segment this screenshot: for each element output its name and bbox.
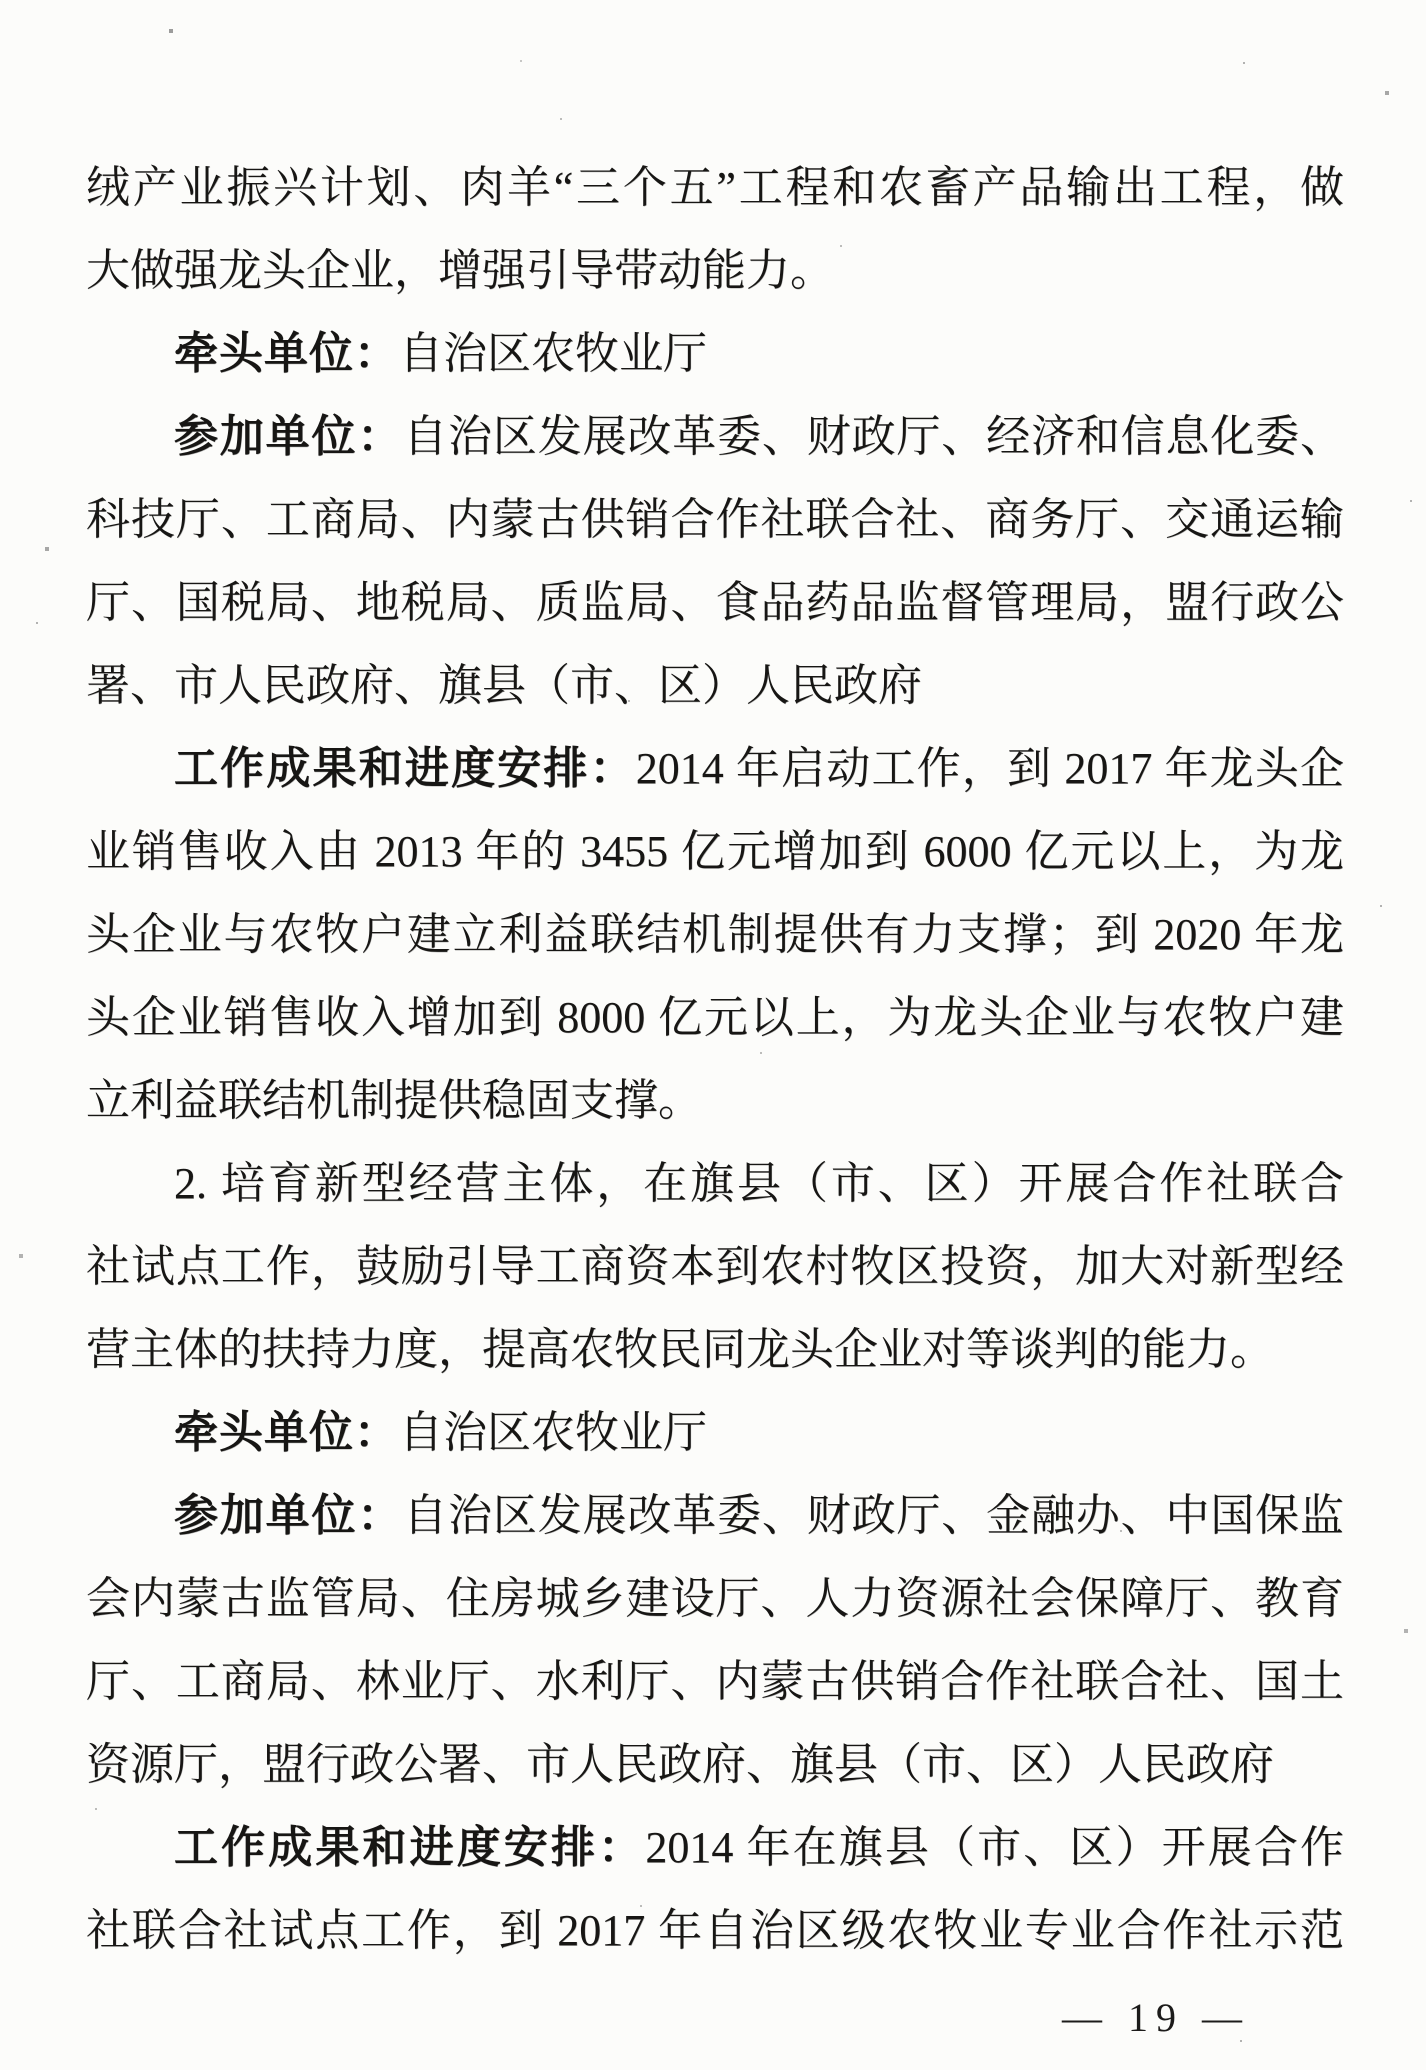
text-line: 参加单位：自治区发展改革委、财政厅、经济和信息化委、 (174, 412, 1345, 461)
page-number: — 19 — (1062, 1995, 1250, 2040)
text-line: 厅、国税局、地税局、质监局、食品药品监督管理局，盟行政公 (86, 578, 1344, 627)
line-bold-label: 参加单位： (174, 1491, 404, 1540)
line-bold-label: 工作成果和进度安排： (174, 1823, 646, 1872)
text-line: 资源厅，盟行政公署、市人民政府、旗县（市、区）人民政府 (86, 1740, 1274, 1789)
document-body (86, 146, 1344, 1972)
line-bold-label: 参加单位： (174, 412, 404, 461)
text-line: 业销售收入由 2013 年的 3455 亿元增加到 6000 亿元以上，为龙 (86, 827, 1344, 876)
text-line: 厅、工商局、林业厅、水利厅、内蒙古供销合作社联合社、国土 (86, 1657, 1344, 1706)
text-line: 署、市人民政府、旗县（市、区）人民政府 (86, 661, 922, 710)
text-line: 2. 培育新型经营主体，在旗县（市、区）开展合作社联合 (174, 1159, 1344, 1208)
text-line: 工作成果和进度安排：2014 年启动工作，到 2017 年龙头企 (174, 744, 1345, 793)
text-line: 社联合社试点工作，到 2017 年自治区级农牧业专业合作社示范 (86, 1906, 1344, 1955)
text-line: 科技厅、工商局、内蒙古供销合作社联合社、商务厅、交通运输 (86, 495, 1344, 544)
text-line: 大做强龙头企业，增强引导带动能力。 (86, 246, 834, 295)
text-line: 社试点工作，鼓励引导工商资本到农村牧区投资，加大对新型经 (86, 1242, 1344, 1291)
scan-speckles (0, 0, 2, 2)
text-line: 绒产业振兴计划、肉羊“三个五”工程和农畜产品输出工程，做 (86, 163, 1344, 212)
line-bold-label: 牵头单位： (174, 1408, 399, 1457)
text-line: 工作成果和进度安排：2014 年在旗县（市、区）开展合作 (174, 1823, 1345, 1872)
text-line: 营主体的扶持力度，提高农牧民同龙头企业对等谈判的能力。 (86, 1325, 1274, 1374)
text-line: 参加单位：自治区发展改革委、财政厅、金融办、中国保监 (174, 1491, 1345, 1540)
text-line: 头企业与农牧户建立利益联结机制提供有力支撑；到 2020 年龙 (86, 910, 1344, 959)
text-line: 牵头单位：自治区农牧业厅 (174, 329, 707, 378)
text-line: 会内蒙古监管局、住房城乡建设厅、人力资源社会保障厅、教育 (86, 1574, 1344, 1623)
text-line: 立利益联结机制提供稳固支撑。 (86, 1076, 702, 1125)
line-bold-label: 牵头单位： (174, 329, 399, 378)
text-line: 头企业销售收入增加到 8000 亿元以上，为龙头企业与农牧户建 (86, 993, 1344, 1042)
text-line: 牵头单位：自治区农牧业厅 (174, 1408, 707, 1457)
line-bold-label: 工作成果和进度安排： (174, 744, 636, 793)
